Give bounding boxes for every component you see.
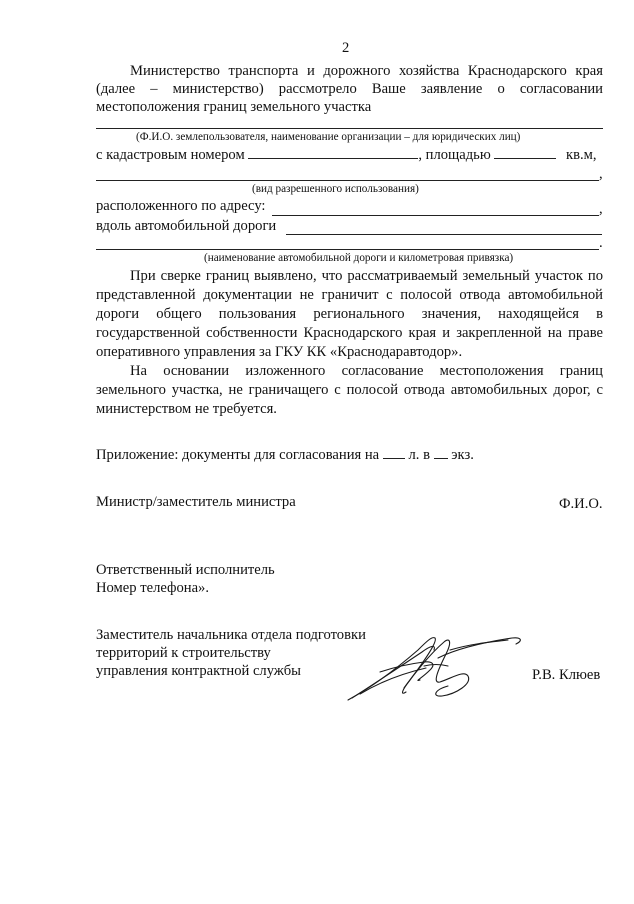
approver-name: Р.В. Клюев	[532, 667, 601, 683]
p2-line-1: На основании изложенного согласование местоположения границ	[130, 363, 603, 379]
use-type-comma: ,	[599, 166, 603, 182]
cadastral-row	[96, 146, 597, 164]
signatory-title: Министр/заместитель министра	[96, 494, 296, 510]
attachment-copies-blank	[434, 446, 448, 459]
p2-line-2: земельного участка, не граничащего с полосой отвода автомобильных дорог, с	[96, 382, 603, 398]
approver-line-1: Заместитель начальника отдела подготовки	[96, 627, 366, 643]
approver-line-3: управления контрактной службы	[96, 663, 301, 679]
use-type-blank-line	[96, 180, 599, 181]
p1-line-2: представленной документации не граничит с полосой отвода автомобильной	[96, 287, 603, 303]
use-type-caption: (вид разрешенного использования)	[252, 183, 419, 195]
road-label: вдоль автомобильной дороги	[96, 218, 277, 234]
p2-line-3: министерством не требуется.	[96, 401, 277, 417]
applicant-blank-line	[96, 128, 603, 129]
attachment-prefix: Приложение: документы для согласования на	[96, 447, 380, 463]
executor-phone: Номер телефона».	[96, 580, 209, 596]
cadastral-label: с кадастровым номером	[96, 147, 245, 163]
attachment-pages-blank	[383, 446, 405, 459]
executor-title: Ответственный исполнитель	[96, 562, 275, 578]
attachment-suffix: экз.	[451, 447, 474, 463]
road-caption: (наименование автомобильной дороги и километровая привязка)	[204, 252, 514, 264]
road-blank-line	[286, 234, 602, 235]
applicant-caption: (Ф.И.О. землепользователя, наименование организации – для юридических лиц)	[136, 131, 521, 143]
area-unit: кв.м,	[566, 147, 597, 163]
road-period: .	[599, 235, 603, 251]
intro-line-1: Министерство транспорта и дорожного хозяйства Краснодарского края	[130, 63, 603, 79]
address-label: расположенного по адресу:	[96, 198, 266, 214]
approver-line-2: территорий к строительству	[96, 645, 271, 661]
page-number: 2	[342, 40, 350, 56]
area-blank	[494, 146, 556, 159]
attachment-line	[96, 446, 474, 464]
p1-line-5: оперативного управления за ГКУ КК «Краснодаравтодор».	[96, 344, 463, 360]
address-blank-line	[272, 215, 599, 216]
p1-line-4: государственной собственности Краснодарского края и закрепленной на праве	[96, 325, 603, 341]
handwritten-signature	[340, 628, 530, 708]
road-blank-line-2	[96, 249, 599, 250]
intro-line-2: (далее – министерство) рассмотрело Ваше заявление о согласовании	[96, 81, 603, 97]
p1-line-1: При сверке границ выявлено, что рассматриваемый земельный участок по	[130, 268, 603, 284]
address-comma: ,	[599, 201, 603, 217]
intro-line-3: местоположения границ земельного участка	[96, 99, 372, 115]
area-label: , площадью	[418, 147, 491, 163]
attachment-mid: л. в	[408, 447, 430, 463]
p1-line-3: дороги общего пользования регионального значения, находящейся в	[96, 306, 603, 322]
signatory-name: Ф.И.О.	[559, 496, 603, 512]
cadastral-number-blank	[248, 146, 418, 159]
